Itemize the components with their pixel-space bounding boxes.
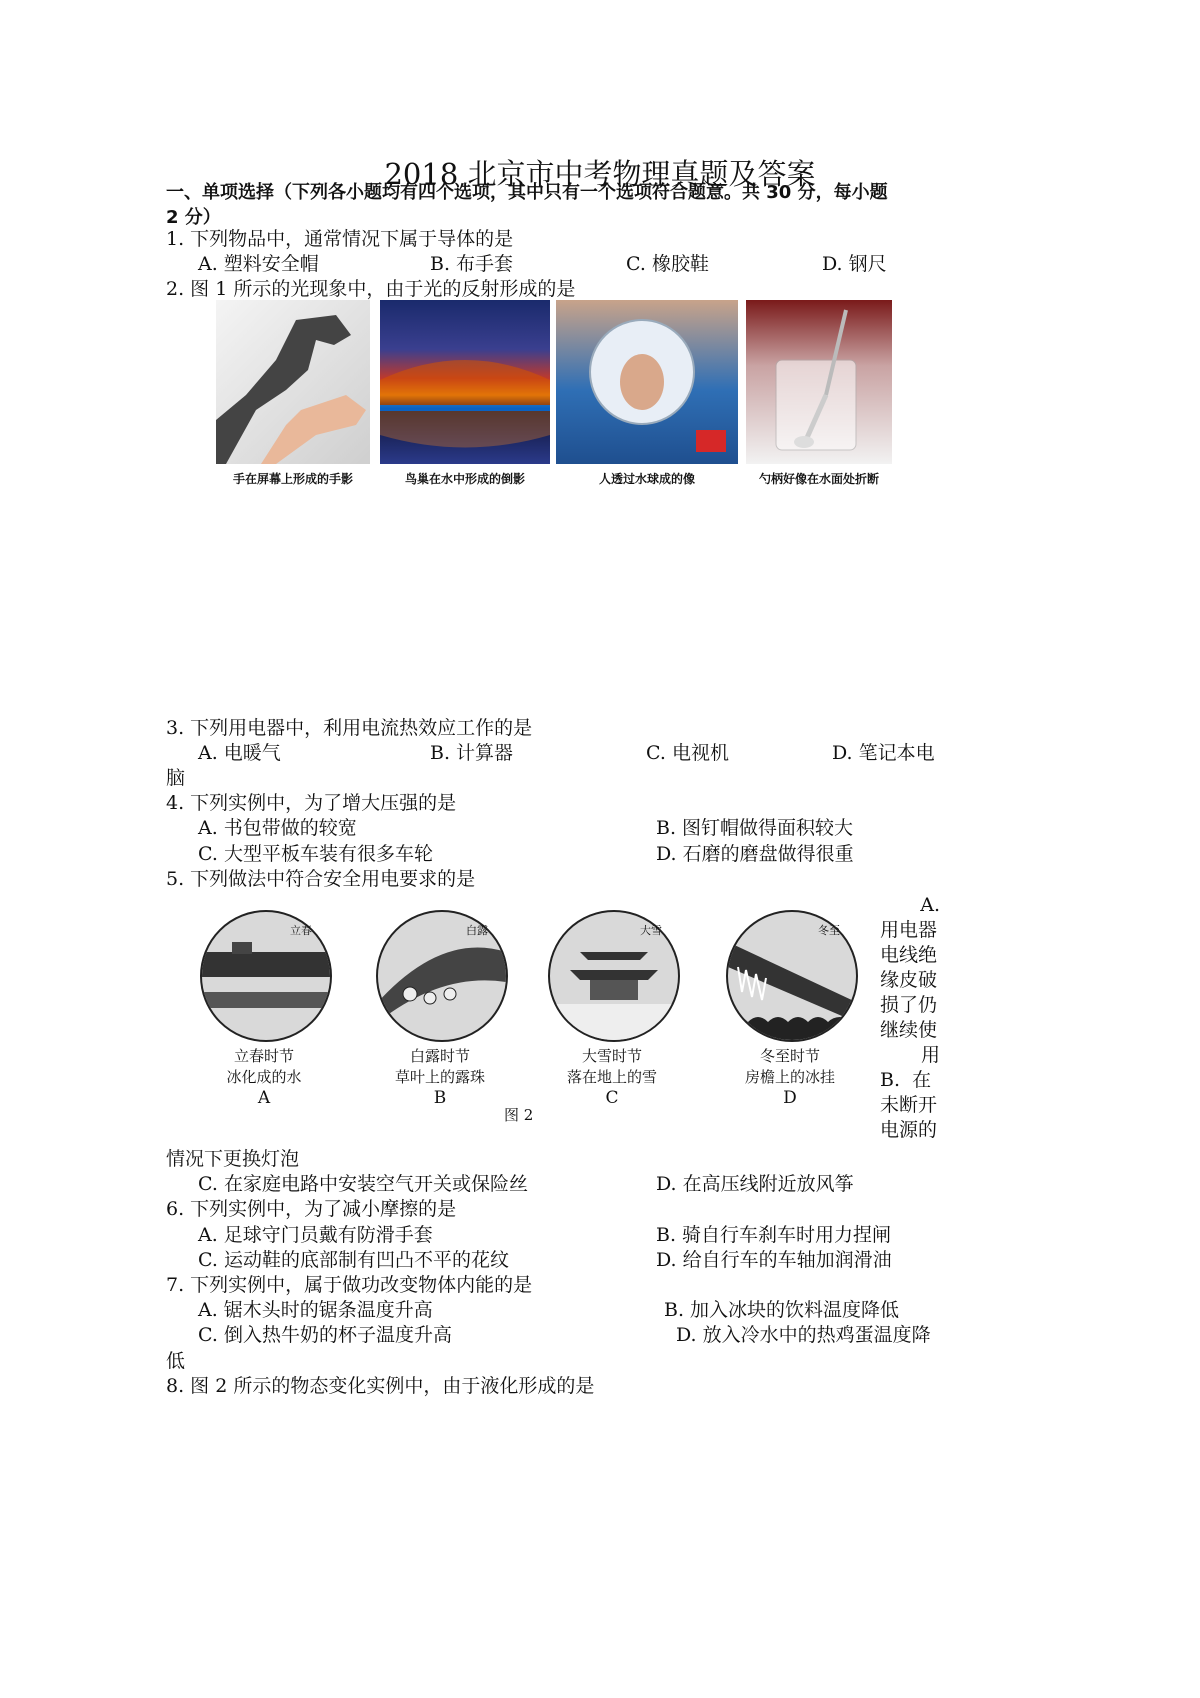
q5-b-line-1: B. 在 <box>880 1069 932 1091</box>
page-title: 2018 北京市中考物理真题及答案 <box>384 157 816 191</box>
figure2-d-caption-1: 冬至时节 <box>759 1047 820 1065</box>
figure2-b-stamp: 白露 <box>466 924 488 937</box>
q4-option-a: A. 书包带做的较宽 <box>198 817 357 839</box>
q5-a-line-3: 电线绝 <box>880 944 938 966</box>
q3-option-c: C. 电视机 <box>646 742 729 764</box>
section-heading: 一、单项选择（下列各小题均有四个选项，其中只有一个选项符合题意。共 30 分，每小题 <box>166 182 888 203</box>
spoon-in-water-photo <box>746 300 892 464</box>
q5-option-d: D. 在高压线附近放风筝 <box>656 1173 854 1195</box>
q1-stem: 1. 下列物品中，通常情况下属于导体的是 <box>166 228 514 250</box>
figure2-a-caption-2: 冰化成的水 <box>226 1068 302 1086</box>
q3-option-d-wrap: 脑 <box>166 767 186 789</box>
q6-option-a: A. 足球守门员戴有防滑手套 <box>198 1224 433 1246</box>
q3-stem: 3. 下列用电器中，利用电流热效应工作的是 <box>166 717 533 739</box>
q5-a-line-1: A. <box>920 894 940 916</box>
q1-option-d: D. 钢尺 <box>822 253 887 275</box>
q5-a-line-5: 损了仍 <box>880 994 938 1016</box>
q6-option-c: C. 运动鞋的底部制有凹凸不平的花纹 <box>198 1249 509 1271</box>
q5-option-c: C. 在家庭电路中安装空气开关或保险丝 <box>198 1173 528 1195</box>
q5-a-line-4: 缘皮破 <box>880 969 938 991</box>
q7-stem: 7. 下列实例中，属于做功改变物体内能的是 <box>166 1274 533 1296</box>
figure2-b-caption-2: 草叶上的露珠 <box>394 1068 485 1086</box>
figure2-a-illustration <box>200 910 332 1042</box>
figure2-d-caption-2: 房檐上的冰挂 <box>744 1068 835 1086</box>
q8-stem: 8. 图 2 所示的物态变化实例中，由于液化形成的是 <box>166 1375 595 1397</box>
q6-option-d: D. 给自行车的车轴加润滑油 <box>656 1249 892 1271</box>
q4-option-c: C. 大型平板车装有很多车轮 <box>198 843 433 865</box>
q5-option-b-tail: 情况下更换灯泡 <box>166 1148 300 1170</box>
q3-option-d: D. 笔记本电 <box>832 742 935 764</box>
q4-option-d: D. 石磨的磨盘做得很重 <box>656 843 854 865</box>
figure2-label: 图 2 <box>504 1106 534 1124</box>
caption-birds-nest: 鸟巢在水中形成的倒影 <box>404 472 525 486</box>
figure2-c-stamp: 大雪 <box>640 924 662 937</box>
q2-stem: 2. 图 1 所示的光现象中，由于光的反射形成的是 <box>166 278 576 300</box>
q3-option-a: A. 电暖气 <box>198 742 281 764</box>
q7-option-d: D. 放入冷水中的热鸡蛋温度降 <box>676 1324 931 1346</box>
figure2-c-caption-1: 大雪时节 <box>581 1047 642 1065</box>
figure2-a-stamp: 立春 <box>290 924 312 937</box>
q5-b-line-3: 电源的 <box>880 1119 938 1141</box>
section-heading-cont: 2 分） <box>166 207 221 228</box>
q3-option-b: B. 计算器 <box>430 742 514 764</box>
caption-water-ball: 人透过水球成的像 <box>598 472 695 486</box>
figure2-c-caption-2: 落在地上的雪 <box>566 1068 657 1086</box>
q7-option-a: A. 锯木头时的锯条温度升高 <box>198 1299 433 1321</box>
q5-stem: 5. 下列做法中符合安全用电要求的是 <box>166 868 476 890</box>
figure2-d-stamp: 冬至 <box>818 924 840 937</box>
q1-option-c: C. 橡胶鞋 <box>626 253 709 275</box>
q5-b-line-2: 未断开 <box>880 1094 938 1116</box>
q4-stem: 4. 下列实例中，为了增大压强的是 <box>166 792 457 814</box>
water-ball-photo <box>556 300 738 464</box>
figure2-b-letter: B <box>433 1088 447 1108</box>
birds-nest-reflection-photo <box>380 300 550 464</box>
figure2-a-letter: A <box>257 1088 271 1108</box>
q5-a-line-7: 用 <box>920 1044 940 1066</box>
figure2-d-letter: D <box>783 1088 797 1108</box>
q1-option-a: A. 塑料安全帽 <box>198 253 319 275</box>
q7-option-c: C. 倒入热牛奶的杯子温度升高 <box>198 1324 452 1346</box>
q7-option-d-wrap: 低 <box>166 1350 186 1372</box>
caption-hand-shadow: 手在屏幕上形成的手影 <box>232 472 353 486</box>
q4-option-b: B. 图钉帽做得面积较大 <box>656 817 854 839</box>
q5-a-line-2: 用电器 <box>880 919 938 941</box>
q7-option-b: B. 加入冰块的饮料温度降低 <box>664 1299 900 1321</box>
hand-shadow-photo <box>216 300 370 464</box>
figure2-a-caption-1: 立春时节 <box>233 1047 294 1065</box>
q6-stem: 6. 下列实例中，为了减小摩擦的是 <box>166 1198 457 1220</box>
figure2-b-illustration <box>376 910 508 1042</box>
q5-a-line-6: 继续使 <box>880 1019 938 1041</box>
figure2-c-letter: C <box>605 1088 619 1108</box>
q1-option-b: B. 布手套 <box>430 253 514 275</box>
caption-spoon: 勺柄好像在水面处折断 <box>758 472 879 486</box>
figure2-b-caption-1: 白露时节 <box>409 1047 470 1065</box>
q6-option-b: B. 骑自行车刹车时用力捏闸 <box>656 1224 892 1246</box>
